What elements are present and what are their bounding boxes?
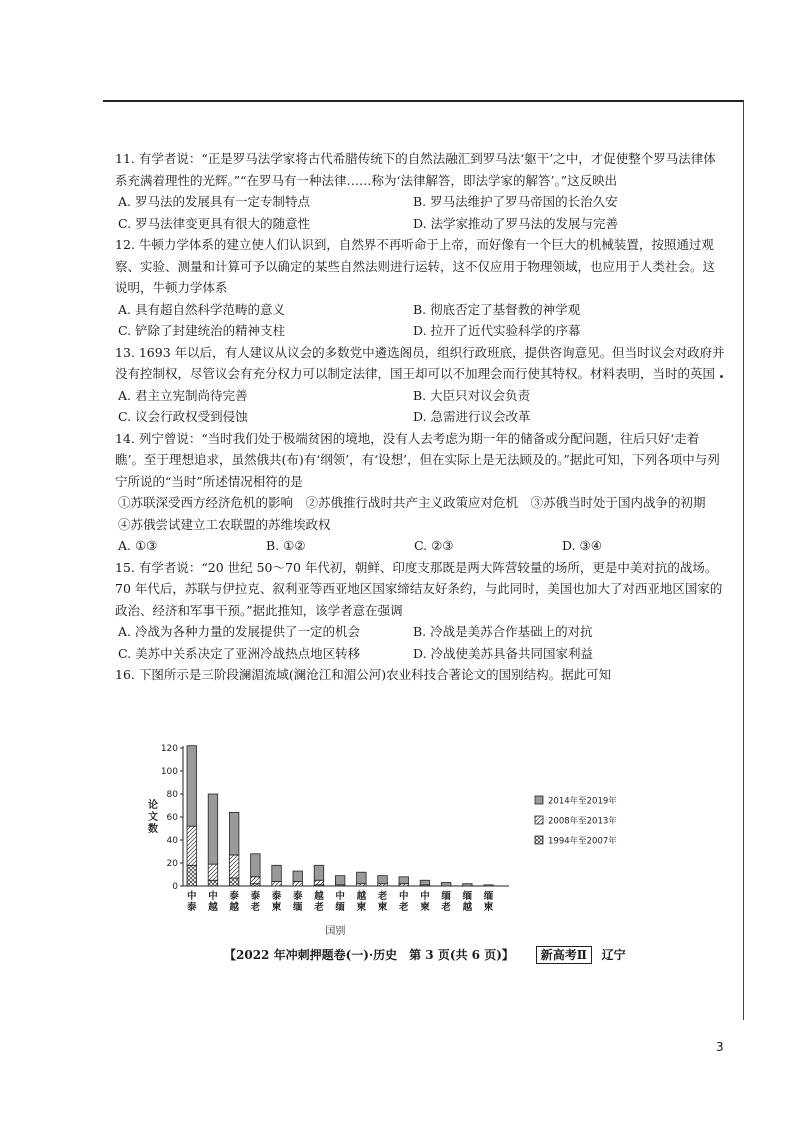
option-b: B. 大臣只对议会负责 — [413, 387, 531, 403]
bar-segment — [187, 865, 197, 886]
bar-segment — [314, 865, 324, 880]
option-d: D. ③④ — [562, 538, 602, 553]
question-15 — [115, 557, 725, 665]
x-tick-label: 泰 — [292, 891, 303, 902]
region-label: 辽宁 — [601, 948, 626, 962]
bar-segment — [187, 826, 197, 865]
x-tick-label: 越 — [208, 902, 218, 913]
bar-segment — [484, 885, 494, 886]
x-tick-label: 中 — [398, 891, 409, 902]
bar-segment — [399, 877, 409, 884]
x-tick-label: 泰 — [250, 891, 261, 902]
option-a: A. 君主立宪制尚待完善 — [118, 387, 248, 403]
x-axis-label: 国别 — [325, 926, 346, 937]
y-tick-label: 0 — [172, 882, 178, 892]
x-tick-label: 老 — [314, 902, 324, 913]
bar-segment — [251, 877, 261, 884]
x-tick-label: 中 — [420, 891, 430, 902]
x-tick-label: 老 — [250, 902, 261, 913]
bar-segment — [293, 881, 303, 886]
x-tick-label: 缅 — [462, 891, 473, 902]
bar-segment — [293, 871, 303, 881]
y-tick-label: 120 — [160, 744, 178, 754]
x-tick-label: 泰 — [186, 902, 197, 913]
x-tick-label: 老 — [441, 902, 451, 913]
x-tick-label: 缅 — [292, 902, 303, 913]
option-b: B. ①② — [266, 538, 306, 553]
page-footer — [224, 944, 724, 966]
bar-segment — [251, 854, 261, 877]
legend-label: 2014年至2019年 — [548, 796, 617, 807]
legend-swatch — [535, 836, 543, 844]
option-d: D. 急需进行议会改革 — [413, 409, 531, 424]
question-stem: 15. 有学者说：“20 世纪 50～70 年代初，朝鲜、印度支那既是两大阵营较量的场所，更是中美对抗的战场。70 年代后，苏联与伊拉克、叙利亚等西亚地区国家缔结友好条约，与此同时，美国也加大了对西亚地区国家的政治、经济和军事干预。”据此推知，该学者意在强调 — [115, 559, 723, 618]
x-tick-label: 越 — [229, 902, 239, 913]
y-tick-label: 20 — [166, 859, 178, 869]
question-12 — [115, 234, 725, 342]
question-11 — [115, 148, 725, 234]
bar-segment — [357, 872, 367, 884]
option-d: D. 拉开了近代实验科学的序幕 — [413, 323, 581, 338]
option-d: D. 法学家推动了罗马法的发展与完善 — [413, 215, 619, 231]
stacked-bar-chart — [143, 738, 663, 938]
x-tick-label: 越 — [356, 891, 367, 902]
bar-segment — [229, 855, 239, 878]
page-number: 3 — [716, 1040, 724, 1054]
options — [115, 299, 725, 342]
legend-swatch — [535, 796, 543, 804]
x-tick-label: 泰 — [229, 891, 239, 902]
bar-segment — [314, 880, 324, 885]
question-14 — [115, 428, 725, 557]
bar-segment — [187, 746, 197, 827]
y-axis-label: 数 — [148, 824, 158, 835]
question-stem: 13. 1693 年以后，有人建议从议会的多数党中遴选阁员，组织行政班底，提供咨询意见。但当时议会对政府并没有控制权，尽管议会有充分权力可以制定法律，国王却可以不加理会而行使其特权。材料表明，当时的英国 — [115, 344, 725, 381]
option-c: C. 美苏中关系决定了亚洲冷战热点地区转移 — [118, 645, 361, 661]
bar-segment — [378, 876, 388, 884]
legend-label: 2008年至2013年 — [548, 816, 617, 827]
option-a: A. 冷战为各种力量的发展提供了一定的机会 — [118, 624, 360, 639]
x-tick-label: 缅 — [483, 891, 494, 902]
bar-segment — [208, 864, 218, 880]
option-a: A. ①③ — [118, 538, 158, 553]
question-items: ①苏联深受西方经济危机的影响 ②苏俄推行战时共产主义政策应对危机 ③苏俄当时处于国内战争的初期 ④苏俄尝试建立工农联盟的苏维埃政权 — [118, 495, 719, 532]
option-c: C. 议会行政权受到侵蚀 — [118, 409, 248, 424]
x-tick-label: 老 — [398, 902, 409, 913]
exam-type-badge: 新高考Ⅱ — [536, 946, 592, 964]
question-stem: 12. 牛顿力学体系的建立使人们认识到，自然界不再听命于上帝，而好像有一个巨大的机械装置，按照通过观察、实验、测量和计算可予以确定的某些自然法则进行运转，这不仅应用于物理领域，也应用于人类社会。这说明，牛顿力学体系 — [115, 237, 716, 295]
footer-title: 【2022 年冲刺押题卷(一)·历史 第 3 页(共 6 页)】 — [224, 948, 514, 962]
options — [115, 535, 725, 557]
bar-segment — [441, 883, 451, 886]
x-tick-label: 柬 — [420, 902, 430, 913]
option-a: A. 具有超自然科学范畴的意义 — [118, 301, 285, 317]
y-axis-label: 文 — [148, 812, 158, 823]
bar-segment — [229, 812, 239, 855]
option-c: C. ②③ — [414, 538, 454, 553]
question-stem: 16. 下图所示是三阶段澜湄流域(澜沧江和湄公河)农业科技合著论文的国别结构。据此可知 — [115, 667, 612, 682]
option-c: C. 罗马法律变更具有很大的随意性 — [118, 215, 311, 231]
option-b: B. 彻底否定了基督教的神学观 — [413, 301, 581, 317]
bar-segment — [272, 881, 282, 886]
legend-label: 1994年至2007年 — [548, 836, 617, 847]
bar-segment — [463, 884, 473, 886]
question-stem: 11. 有学者说：“正是罗马法学家将古代希腊传统下的自然法融汇到罗马法‘躯干’之中，才促使整个罗马法律体系充满着理性的光辉。”“在罗马有一种法律……称为‘法律解答，即法学家的解答’。”这反映出 — [115, 151, 716, 188]
options — [115, 191, 725, 234]
question-13 — [115, 342, 725, 428]
option-a: A. 罗马法的发展具有一定专制特点 — [118, 194, 310, 209]
bar-segment — [420, 880, 430, 885]
x-tick-label: 中 — [186, 891, 197, 902]
option-c: C. 铲除了封建统治的精神支柱 — [118, 323, 286, 338]
option-d: D. 冷战使美苏具备共同国家利益 — [413, 645, 594, 661]
y-tick-label: 100 — [160, 767, 178, 777]
y-tick-label: 40 — [166, 836, 178, 846]
x-tick-label: 柬 — [271, 902, 282, 913]
bar-segment — [208, 794, 218, 864]
y-tick-label: 80 — [166, 790, 178, 800]
question-stem: 14. 列宁曾说：“当时我们处于极端贫困的境地，没有人去考虑为期一年的储备或分配问题，往后只好‘走着瞧’。至于理想追求，虽然俄共(布)有‘纲领’，有‘设想’，但在实际上是无法顾及的。”据此可知，下列各项中与列宁所说的“当时”所述情况相符的是 — [115, 430, 720, 489]
x-tick-label: 泰 — [271, 891, 282, 902]
bar-segment — [335, 876, 345, 885]
x-tick-label: 缅 — [335, 902, 345, 913]
y-tick-label: 60 — [166, 813, 178, 823]
options — [115, 621, 725, 664]
x-tick-label: 中 — [335, 891, 345, 902]
chart-svg — [143, 738, 663, 938]
x-tick-label: 柬 — [356, 902, 367, 913]
option-b: B. 冷战是美苏合作基础上的对抗 — [413, 624, 593, 639]
options — [115, 385, 725, 428]
question-16 — [115, 664, 725, 686]
x-tick-label: 缅 — [441, 891, 451, 902]
bar-segment — [272, 865, 282, 881]
x-tick-label: 柬 — [483, 902, 494, 913]
x-tick-label: 柬 — [377, 902, 388, 913]
question-block — [115, 148, 725, 686]
legend-swatch — [535, 816, 543, 824]
bar-segment — [208, 880, 218, 886]
y-axis-label: 论 — [148, 800, 158, 811]
option-b: B. 罗马法维护了罗马帝国的长治久安 — [413, 194, 618, 209]
bar-segment — [229, 878, 239, 886]
x-tick-label: 越 — [314, 891, 324, 902]
x-tick-label: 中 — [208, 891, 218, 902]
x-tick-label: 越 — [462, 902, 473, 913]
x-tick-label: 老 — [377, 891, 388, 902]
